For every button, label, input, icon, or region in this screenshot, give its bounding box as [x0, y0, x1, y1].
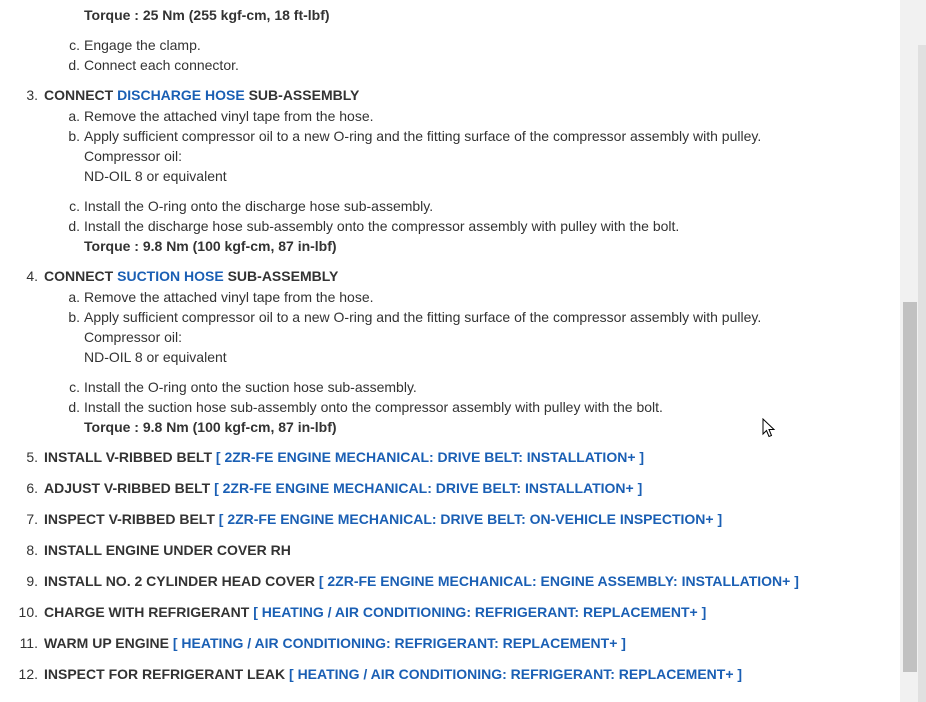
- oil-spec: ND-OIL 8 or equivalent: [84, 168, 227, 184]
- step-number: 3.: [26, 87, 38, 103]
- item-text: Engage the clamp.: [84, 37, 201, 53]
- refrigerant-replacement-link[interactable]: [ HEATING / AIR CONDITIONING: REFRIGERANT: REPLACEMENT+ ]: [289, 666, 743, 682]
- item-marker: d.: [68, 218, 80, 234]
- item-text: Install the discharge hose sub-assembly onto the compressor assembly with pulley with the bolt.: [84, 218, 680, 234]
- refrigerant-replacement-link[interactable]: [ HEATING / AIR CONDITIONING: REFRIGERANT: REPLACEMENT+ ]: [253, 604, 707, 620]
- drive-belt-inspection-link[interactable]: [ 2ZR-FE ENGINE MECHANICAL: DRIVE BELT: ON-VEHICLE INSPECTION+ ]: [218, 511, 723, 527]
- scrollbar-rail: [918, 45, 926, 702]
- torque-spec: Torque : 9.8 Nm (100 kgf-cm, 87 in-lbf): [84, 419, 337, 435]
- item-text: Apply sufficient compressor oil to a new O-ring and the fitting surface of the compressor assembly with pulley.: [84, 309, 762, 325]
- oil-label: Compressor oil:: [84, 329, 183, 345]
- item-marker: a.: [68, 289, 80, 305]
- mouse-pointer-icon: [762, 418, 776, 438]
- step-title: ADJUST V-RIBBED BELT: [44, 480, 211, 496]
- item-text: Apply sufficient compressor oil to a new O-ring and the fitting surface of the compressor assembly with pulley.: [84, 128, 762, 144]
- item-marker: d.: [68, 57, 80, 73]
- step-title: INSTALL NO. 2 CYLINDER HEAD COVER: [44, 573, 315, 589]
- torque-spec: Torque : 25 Nm (255 kgf-cm, 18 ft-lbf): [84, 7, 330, 23]
- step-number: 10.: [18, 604, 38, 620]
- engine-assembly-installation-link[interactable]: [ 2ZR-FE ENGINE MECHANICAL: ENGINE ASSEMBLY: INSTALLATION+ ]: [318, 573, 799, 589]
- item-text: Install the O-ring onto the suction hose sub-assembly.: [84, 379, 417, 395]
- step-title-prefix: CONNECT: [44, 268, 118, 284]
- item-marker: a.: [68, 108, 80, 124]
- item-text: Install the O-ring onto the discharge hose sub-assembly.: [84, 198, 434, 214]
- item-marker: c.: [69, 37, 80, 53]
- item-text: Connect each connector.: [84, 57, 239, 73]
- step-title-prefix: CONNECT: [44, 87, 118, 103]
- suction-hose-link[interactable]: SUCTION HOSE: [117, 268, 224, 284]
- drive-belt-installation-link[interactable]: [ 2ZR-FE ENGINE MECHANICAL: DRIVE BELT: INSTALLATION+ ]: [215, 449, 645, 465]
- step-number: 6.: [26, 480, 38, 496]
- step-number: 12.: [18, 666, 38, 682]
- item-marker: d.: [68, 399, 80, 415]
- item-marker: b.: [68, 128, 80, 144]
- step-title-suffix: SUB-ASSEMBLY: [223, 268, 339, 284]
- oil-spec: ND-OIL 8 or equivalent: [84, 349, 227, 365]
- item-text: Remove the attached vinyl tape from the hose.: [84, 289, 374, 305]
- item-marker: c.: [69, 379, 80, 395]
- step-number: 9.: [26, 573, 38, 589]
- step-number: 11.: [19, 635, 38, 651]
- step-title: WARM UP ENGINE: [44, 635, 169, 651]
- step-number: 5.: [26, 449, 38, 465]
- step-number: 7.: [26, 511, 38, 527]
- step-title: INSPECT FOR REFRIGERANT LEAK: [44, 666, 286, 682]
- step-title: CHARGE WITH REFRIGERANT: [44, 604, 250, 620]
- step-number: 4.: [26, 268, 38, 284]
- discharge-hose-link[interactable]: DISCHARGE HOSE: [117, 87, 245, 103]
- drive-belt-installation-link[interactable]: [ 2ZR-FE ENGINE MECHANICAL: DRIVE BELT: INSTALLATION+ ]: [214, 480, 643, 496]
- scrollbar-thumb[interactable]: [903, 302, 917, 672]
- refrigerant-replacement-link[interactable]: [ HEATING / AIR CONDITIONING: REFRIGERANT: REPLACEMENT+ ]: [172, 635, 626, 651]
- step-number: 8.: [26, 542, 38, 558]
- step-title: INSPECT V-RIBBED BELT: [44, 511, 215, 527]
- item-marker: b.: [68, 309, 80, 325]
- oil-label: Compressor oil:: [84, 148, 183, 164]
- step-title: INSTALL V-RIBBED BELT: [44, 449, 212, 465]
- item-marker: c.: [69, 198, 80, 214]
- step-title: INSTALL ENGINE UNDER COVER RH: [44, 542, 291, 558]
- step-title-suffix: SUB-ASSEMBLY: [244, 87, 360, 103]
- torque-spec: Torque : 9.8 Nm (100 kgf-cm, 87 in-lbf): [84, 238, 337, 254]
- item-text: Install the suction hose sub-assembly onto the compressor assembly with pulley with the bolt.: [84, 399, 663, 415]
- item-text: Remove the attached vinyl tape from the hose.: [84, 108, 374, 124]
